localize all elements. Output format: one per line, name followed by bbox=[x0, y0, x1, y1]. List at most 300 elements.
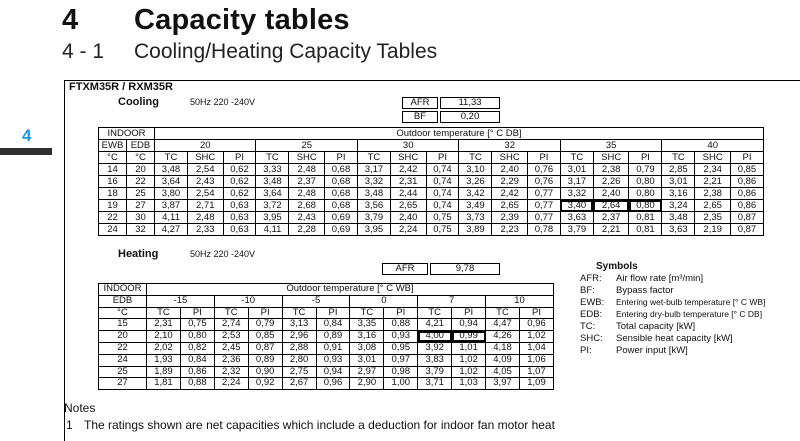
value-cell: 2,40 bbox=[492, 164, 528, 176]
value-cell: 0,81 bbox=[629, 224, 662, 236]
value-cell: 2,24 bbox=[390, 224, 426, 236]
value-cell: 2,48 bbox=[289, 188, 325, 200]
value-cell: 0,98 bbox=[384, 366, 418, 378]
value-cell: 3,17 bbox=[357, 164, 390, 176]
table-row bbox=[99, 342, 554, 354]
edb-cell: 27 bbox=[127, 200, 155, 212]
value-cell: 4,11 bbox=[256, 224, 289, 236]
outdoor-temp-header: 7 bbox=[418, 295, 486, 307]
value-cell: 3,42 bbox=[459, 188, 492, 200]
bf-value: 0,20 bbox=[440, 111, 500, 123]
value-cell: 1,02 bbox=[519, 331, 553, 343]
value-cell: 3,79 bbox=[560, 224, 593, 236]
value-cell: 3,32 bbox=[357, 176, 390, 188]
value-cell: 0,90 bbox=[248, 366, 282, 378]
value-cell: 3,26 bbox=[459, 176, 492, 188]
value-cell: 3,97 bbox=[486, 378, 520, 390]
heating-afr-box bbox=[380, 261, 502, 277]
value-cell: 2,26 bbox=[593, 176, 629, 188]
ewb-header: EWB bbox=[99, 140, 127, 152]
value-cell: 1,00 bbox=[384, 378, 418, 390]
value-cell: 3,79 bbox=[357, 212, 390, 224]
model-name: FTXM35R / RXM35R bbox=[69, 81, 173, 93]
value-cell: 2,40 bbox=[390, 212, 426, 224]
value-cell: 2,31 bbox=[147, 319, 181, 331]
value-cell: 4,05 bbox=[486, 366, 520, 378]
value-cell: 3,95 bbox=[256, 212, 289, 224]
value-cell: 0,80 bbox=[629, 176, 662, 188]
value-cell: 2,88 bbox=[282, 342, 316, 354]
value-cell: 1,93 bbox=[147, 354, 181, 366]
value-cell: 3,79 bbox=[418, 366, 452, 378]
section-number: 4 - 1 bbox=[62, 40, 105, 63]
value-cell: 0,87 bbox=[730, 212, 763, 224]
outdoor-temp-header: 32 bbox=[459, 140, 560, 152]
column-header: TC bbox=[459, 152, 492, 164]
value-cell: 0,75 bbox=[426, 224, 459, 236]
value-cell: 3,17 bbox=[560, 176, 593, 188]
value-cell: 2,38 bbox=[593, 164, 629, 176]
value-cell: 2,48 bbox=[289, 164, 325, 176]
value-cell: 3,13 bbox=[282, 319, 316, 331]
edb-cell: 22 bbox=[99, 342, 147, 354]
column-header: PI bbox=[527, 152, 560, 164]
value-cell: 3,73 bbox=[459, 212, 492, 224]
value-cell: 1,06 bbox=[519, 354, 553, 366]
column-header: PI bbox=[223, 152, 256, 164]
edb-cell: 15 bbox=[99, 319, 147, 331]
value-cell: 3,10 bbox=[459, 164, 492, 176]
value-cell: 0,94 bbox=[452, 319, 486, 331]
value-cell: 0,80 bbox=[629, 200, 662, 212]
value-cell: 1,89 bbox=[147, 366, 181, 378]
cooling-afr-box bbox=[400, 95, 502, 125]
value-cell: 2,33 bbox=[187, 224, 223, 236]
value-cell: 1,09 bbox=[519, 378, 553, 390]
value-cell: 1,07 bbox=[519, 366, 553, 378]
value-cell: 0,68 bbox=[325, 200, 358, 212]
value-cell: 2,65 bbox=[695, 200, 731, 212]
value-cell: 3,01 bbox=[662, 176, 695, 188]
edb-cell: 25 bbox=[127, 188, 155, 200]
value-cell: 4,18 bbox=[486, 342, 520, 354]
header-row bbox=[99, 152, 764, 164]
value-cell: 0,68 bbox=[325, 164, 358, 176]
edb-cell: 24 bbox=[99, 354, 147, 366]
value-cell: 3,64 bbox=[155, 176, 188, 188]
value-cell: 2,43 bbox=[289, 212, 325, 224]
value-cell: 4,27 bbox=[155, 224, 188, 236]
ewb-cell: 14 bbox=[99, 164, 127, 176]
value-cell: 2,54 bbox=[187, 164, 223, 176]
value-cell: 0,63 bbox=[223, 224, 256, 236]
header-row bbox=[99, 295, 554, 307]
value-cell: 2,74 bbox=[214, 319, 248, 331]
value-cell: 2,10 bbox=[147, 331, 181, 343]
column-header: TC bbox=[256, 152, 289, 164]
ewb-cell: 18 bbox=[99, 188, 127, 200]
column-header: SHC bbox=[390, 152, 426, 164]
value-cell: 3,48 bbox=[155, 164, 188, 176]
symbol-item bbox=[580, 297, 800, 309]
ewb-cell: 24 bbox=[99, 224, 127, 236]
edb-cell: 32 bbox=[127, 224, 155, 236]
value-cell: 3,33 bbox=[256, 164, 289, 176]
value-cell: 0,76 bbox=[527, 176, 560, 188]
value-cell: 0,76 bbox=[527, 164, 560, 176]
outdoor-temp-header: -15 bbox=[147, 295, 215, 307]
value-cell: 2,36 bbox=[214, 354, 248, 366]
value-cell: 0,96 bbox=[519, 319, 553, 331]
value-cell: 2,65 bbox=[390, 200, 426, 212]
value-cell: 2,21 bbox=[593, 224, 629, 236]
column-header: TC bbox=[214, 307, 248, 319]
value-cell: 3,48 bbox=[357, 188, 390, 200]
value-cell: 3,63 bbox=[560, 212, 593, 224]
value-cell: 2,39 bbox=[492, 212, 528, 224]
value-cell: 0,79 bbox=[629, 164, 662, 176]
value-cell: 2,85 bbox=[662, 164, 695, 176]
value-cell: 2,75 bbox=[282, 366, 316, 378]
value-cell: 3,24 bbox=[662, 200, 695, 212]
value-cell: 2,90 bbox=[350, 378, 384, 390]
value-cell: 2,31 bbox=[390, 176, 426, 188]
table-row bbox=[99, 176, 764, 188]
column-header: PI bbox=[730, 152, 763, 164]
value-cell: 2,43 bbox=[187, 176, 223, 188]
indoor-header: INDOOR bbox=[99, 284, 147, 296]
note-number: 1 bbox=[66, 418, 73, 432]
value-cell: 4,11 bbox=[155, 212, 188, 224]
value-cell: 0,84 bbox=[316, 319, 350, 331]
value-cell: 3,16 bbox=[662, 188, 695, 200]
column-header: PI bbox=[316, 307, 350, 319]
value-cell: 2,67 bbox=[282, 378, 316, 390]
value-cell: 0,68 bbox=[325, 176, 358, 188]
value-cell: 0,75 bbox=[426, 212, 459, 224]
symbol-desc: Entering dry-bulb temperature [° C DB] bbox=[616, 309, 763, 319]
cooling-capacity-table bbox=[98, 127, 764, 236]
value-cell: 2,42 bbox=[492, 188, 528, 200]
outdoor-temp-header: -10 bbox=[214, 295, 282, 307]
value-cell: 4,47 bbox=[486, 319, 520, 331]
outdoor-temp-header: 0 bbox=[350, 295, 418, 307]
value-cell: 2,19 bbox=[695, 224, 731, 236]
outdoor-temp-header: 30 bbox=[357, 140, 458, 152]
symbol-key: AFR: bbox=[580, 273, 602, 284]
outdoor-header: Outdoor temperature [° C WB] bbox=[147, 284, 554, 296]
heating-power: 50Hz 220 -240V bbox=[190, 249, 256, 259]
value-cell: 3,92 bbox=[418, 342, 452, 354]
value-cell: 0,75 bbox=[180, 319, 214, 331]
value-cell: 4,09 bbox=[486, 354, 520, 366]
cooling-label: Cooling bbox=[118, 96, 159, 108]
table-row bbox=[99, 164, 764, 176]
value-cell: 2,42 bbox=[390, 164, 426, 176]
column-header: PI bbox=[452, 307, 486, 319]
column-header: PI bbox=[248, 307, 282, 319]
edb-cell: 20 bbox=[99, 331, 147, 343]
value-cell: 2,24 bbox=[214, 378, 248, 390]
outdoor-header: Outdoor temperature [° C DB] bbox=[155, 128, 764, 140]
column-header: TC bbox=[155, 152, 188, 164]
symbol-item bbox=[580, 333, 800, 345]
value-cell: 2,37 bbox=[593, 212, 629, 224]
symbol-key: BF: bbox=[580, 285, 595, 296]
heating-label: Heating bbox=[118, 248, 159, 260]
symbol-key: EDB: bbox=[580, 309, 603, 320]
value-cell: 3,01 bbox=[350, 354, 384, 366]
edb-cell: 22 bbox=[127, 176, 155, 188]
value-cell: 0,81 bbox=[629, 212, 662, 224]
value-cell: 1,04 bbox=[519, 342, 553, 354]
value-cell: 0,88 bbox=[384, 319, 418, 331]
value-cell: 0,86 bbox=[730, 188, 763, 200]
symbol-desc: Bypass factor bbox=[616, 285, 674, 296]
value-cell: 0,82 bbox=[180, 342, 214, 354]
value-cell: 2,35 bbox=[695, 212, 731, 224]
value-cell: 2,40 bbox=[593, 188, 629, 200]
value-cell: 4,26 bbox=[486, 331, 520, 343]
value-cell: 2,97 bbox=[350, 366, 384, 378]
value-cell: 0,96 bbox=[316, 378, 350, 390]
indoor-header: INDOOR bbox=[99, 128, 155, 140]
value-cell: 0,84 bbox=[180, 354, 214, 366]
value-cell: 0,74 bbox=[426, 176, 459, 188]
column-header: TC bbox=[357, 152, 390, 164]
note-text: The ratings shown are net capacities which include a deduction for indoor fan motor heat bbox=[84, 418, 555, 432]
outdoor-temp-header: 25 bbox=[256, 140, 357, 152]
value-cell: 0,63 bbox=[223, 200, 256, 212]
value-cell: 2,64 bbox=[593, 200, 629, 212]
ewb-cell: 19 bbox=[99, 200, 127, 212]
column-header: PI bbox=[426, 152, 459, 164]
unit-header: °C bbox=[99, 152, 127, 164]
column-header: TC bbox=[560, 152, 593, 164]
symbol-item bbox=[580, 285, 800, 297]
value-cell: 2,28 bbox=[289, 224, 325, 236]
value-cell: 3,80 bbox=[155, 188, 188, 200]
symbol-key: EWB: bbox=[580, 297, 605, 308]
value-cell: 3,49 bbox=[459, 200, 492, 212]
column-header: TC bbox=[418, 307, 452, 319]
symbol-key: PI: bbox=[580, 345, 592, 356]
header-row bbox=[99, 284, 554, 296]
symbol-key: SHC: bbox=[580, 333, 603, 344]
value-cell: 0,80 bbox=[629, 188, 662, 200]
value-cell: 2,38 bbox=[695, 188, 731, 200]
value-cell: 2,44 bbox=[390, 188, 426, 200]
value-cell: 0,92 bbox=[248, 378, 282, 390]
value-cell: 0,63 bbox=[223, 212, 256, 224]
value-cell: 0,87 bbox=[248, 342, 282, 354]
table-row bbox=[99, 188, 764, 200]
column-header: TC bbox=[486, 307, 520, 319]
value-cell: 3,63 bbox=[662, 224, 695, 236]
value-cell: 2,45 bbox=[214, 342, 248, 354]
value-cell: 2,68 bbox=[289, 200, 325, 212]
symbol-desc: Entering wet-bulb temperature [° C WB] bbox=[616, 297, 766, 307]
value-cell: 3,32 bbox=[560, 188, 593, 200]
table-row bbox=[99, 378, 554, 390]
column-header: TC bbox=[350, 307, 384, 319]
ewb-cell: 16 bbox=[99, 176, 127, 188]
value-cell: 3,08 bbox=[350, 342, 384, 354]
value-cell: 3,40 bbox=[560, 200, 593, 212]
symbol-desc: Air flow rate [m³/min] bbox=[616, 273, 704, 284]
column-header: SHC bbox=[289, 152, 325, 164]
value-cell: 0,80 bbox=[180, 331, 214, 343]
heating-capacity-table bbox=[98, 283, 554, 390]
symbol-item bbox=[580, 273, 800, 285]
value-cell: 2,54 bbox=[187, 188, 223, 200]
symbol-item bbox=[580, 321, 800, 333]
value-cell: 2,53 bbox=[214, 331, 248, 343]
value-cell: 3,16 bbox=[350, 331, 384, 343]
value-cell: 0,62 bbox=[223, 188, 256, 200]
outdoor-temp-header: 35 bbox=[560, 140, 661, 152]
value-cell: 3,95 bbox=[357, 224, 390, 236]
value-cell: 0,93 bbox=[384, 331, 418, 343]
chapter-title: Capacity tables bbox=[134, 4, 350, 36]
value-cell: 2,37 bbox=[289, 176, 325, 188]
column-header: TC bbox=[662, 152, 695, 164]
column-header: PI bbox=[384, 307, 418, 319]
column-header: PI bbox=[519, 307, 553, 319]
table-row bbox=[99, 212, 764, 224]
chapter-number: 4 bbox=[62, 4, 79, 36]
value-cell: 3,72 bbox=[256, 200, 289, 212]
value-cell: 4,21 bbox=[418, 319, 452, 331]
value-cell: 0,93 bbox=[316, 354, 350, 366]
value-cell: 1,81 bbox=[147, 378, 181, 390]
column-header: PI bbox=[325, 152, 358, 164]
symbol-desc: Total capacity [kW] bbox=[616, 321, 696, 332]
afr-label: AFR bbox=[382, 263, 428, 275]
value-cell: 2,71 bbox=[187, 200, 223, 212]
chapter-tab-bar bbox=[0, 148, 52, 155]
unit-header: °C bbox=[127, 152, 155, 164]
value-cell: 2,34 bbox=[695, 164, 731, 176]
header-row bbox=[99, 140, 764, 152]
symbol-item bbox=[580, 309, 800, 321]
edb-cell: 27 bbox=[99, 378, 147, 390]
bf-label: BF bbox=[402, 111, 438, 123]
value-cell: 2,02 bbox=[147, 342, 181, 354]
afr-value: 11,33 bbox=[440, 97, 500, 109]
value-cell: 0,74 bbox=[426, 200, 459, 212]
value-cell: 0,79 bbox=[248, 319, 282, 331]
value-cell: 0,69 bbox=[325, 224, 358, 236]
outdoor-temp-header: -5 bbox=[282, 295, 350, 307]
value-cell: 0,62 bbox=[223, 176, 256, 188]
value-cell: 0,94 bbox=[316, 366, 350, 378]
column-header: SHC bbox=[695, 152, 731, 164]
edb-cell: 25 bbox=[99, 366, 147, 378]
value-cell: 0,74 bbox=[426, 188, 459, 200]
edb-header: EDB bbox=[99, 295, 147, 307]
value-cell: 0,97 bbox=[384, 354, 418, 366]
value-cell: 4,00 bbox=[418, 331, 452, 343]
value-cell: 0,89 bbox=[248, 354, 282, 366]
symbols-title: Symbols bbox=[596, 261, 638, 272]
table-row bbox=[99, 224, 764, 236]
value-cell: 3,71 bbox=[418, 378, 452, 390]
value-cell: 3,56 bbox=[357, 200, 390, 212]
value-cell: 2,65 bbox=[492, 200, 528, 212]
value-cell: 3,83 bbox=[418, 354, 452, 366]
value-cell: 3,87 bbox=[155, 200, 188, 212]
section-title: Cooling/Heating Capacity Tables bbox=[134, 40, 438, 63]
value-cell: 3,64 bbox=[256, 188, 289, 200]
cooling-power: 50Hz 220 -240V bbox=[190, 97, 256, 107]
column-header: PI bbox=[180, 307, 214, 319]
value-cell: 2,96 bbox=[282, 331, 316, 343]
value-cell: 0,85 bbox=[730, 164, 763, 176]
value-cell: 3,48 bbox=[256, 176, 289, 188]
header-row bbox=[99, 128, 764, 140]
value-cell: 2,32 bbox=[214, 366, 248, 378]
outdoor-temp-header: 10 bbox=[486, 295, 554, 307]
symbol-desc: Power input [kW] bbox=[616, 345, 688, 356]
column-header: SHC bbox=[492, 152, 528, 164]
value-cell: 0,88 bbox=[180, 378, 214, 390]
value-cell: 0,62 bbox=[223, 164, 256, 176]
symbol-desc: Sensible heat capacity [kW] bbox=[616, 333, 733, 344]
value-cell: 0,77 bbox=[527, 200, 560, 212]
column-header: SHC bbox=[187, 152, 223, 164]
value-cell: 3,89 bbox=[459, 224, 492, 236]
value-cell: 1,03 bbox=[452, 378, 486, 390]
edb-cell: 20 bbox=[127, 164, 155, 176]
table-row bbox=[99, 200, 764, 212]
symbol-key: TC: bbox=[580, 321, 596, 332]
value-cell: 1,02 bbox=[452, 354, 486, 366]
value-cell: 3,35 bbox=[350, 319, 384, 331]
chapter-tab-number: 4 bbox=[22, 126, 32, 145]
table-row bbox=[99, 366, 554, 378]
edb-cell: 30 bbox=[127, 212, 155, 224]
table-row bbox=[99, 331, 554, 343]
value-cell: 2,29 bbox=[492, 176, 528, 188]
symbol-item bbox=[580, 345, 800, 357]
outdoor-temp-header: 20 bbox=[155, 140, 256, 152]
column-header: PI bbox=[629, 152, 662, 164]
value-cell: 3,48 bbox=[662, 212, 695, 224]
value-cell: 2,23 bbox=[492, 224, 528, 236]
afr-value: 9,78 bbox=[430, 263, 500, 275]
value-cell: 2,21 bbox=[695, 176, 731, 188]
value-cell: 2,80 bbox=[282, 354, 316, 366]
value-cell: 0,69 bbox=[325, 212, 358, 224]
header-row bbox=[99, 307, 554, 319]
table-row bbox=[99, 354, 554, 366]
value-cell: 0,87 bbox=[730, 224, 763, 236]
notes-title: Notes bbox=[64, 401, 96, 415]
value-cell: 0,86 bbox=[730, 176, 763, 188]
value-cell: 0,85 bbox=[248, 331, 282, 343]
value-cell: 0,95 bbox=[384, 342, 418, 354]
value-cell: 1,01 bbox=[452, 342, 486, 354]
column-header: TC bbox=[282, 307, 316, 319]
value-cell: 0,77 bbox=[527, 212, 560, 224]
edb-header: EDB bbox=[127, 140, 155, 152]
value-cell: 0,74 bbox=[426, 164, 459, 176]
table-row bbox=[99, 319, 554, 331]
value-cell: 2,48 bbox=[187, 212, 223, 224]
value-cell: 1,02 bbox=[452, 366, 486, 378]
value-cell: 0,91 bbox=[316, 342, 350, 354]
